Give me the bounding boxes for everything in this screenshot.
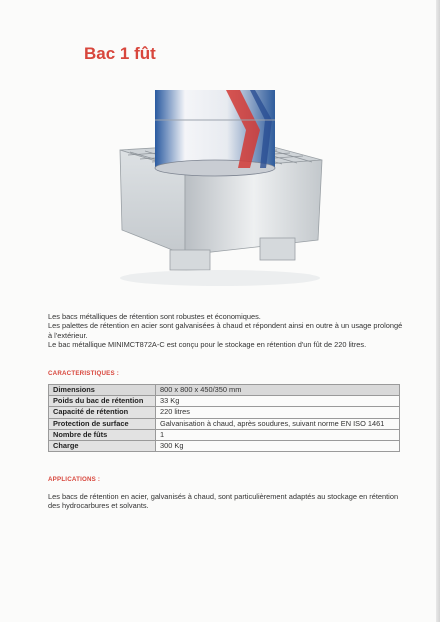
table-row: [49, 396, 400, 407]
spec-value: 220 litres: [156, 407, 400, 418]
table-row: [49, 385, 400, 396]
description-line: Le bac métallique MINIMCT872A-C est conçu pour le stockage en rétention d'un fût de 220 litres.: [48, 340, 367, 350]
spec-key: Poids du bac de rétention: [49, 396, 156, 407]
applications-heading: APPLICATIONS :: [48, 476, 101, 483]
page-title: Bac 1 fût: [84, 44, 156, 63]
spec-value: 33 Kg: [156, 396, 400, 407]
specs-table: [48, 384, 400, 452]
table-row: [49, 418, 400, 429]
spec-value: 300 Kg: [156, 440, 400, 451]
spec-key: Dimensions: [49, 385, 156, 396]
table-row: [49, 429, 400, 440]
spec-key: Charge: [49, 440, 156, 451]
page-edge: [436, 0, 440, 622]
spec-key: Capacité de rétention: [49, 407, 156, 418]
spec-value: Galvanisation à chaud, après soudures, suivant norme EN ISO 1461: [156, 418, 400, 429]
table-row: [49, 440, 400, 451]
spec-key: Protection de surface: [49, 418, 156, 429]
description-line: Les palettes de rétention en acier sont galvanisées à chaud et répondent ainsi en outre à un usage prolongé à l'extérieur.: [48, 321, 403, 340]
description: [48, 312, 408, 350]
spec-key: Nombre de fûts: [49, 429, 156, 440]
applications-text: [48, 492, 408, 511]
applications-paragraph: Les bacs de rétention en acier, galvanisés à chaud, sont particulièrement adaptés au stockage en rétention des hydrocarbures et solvants.: [48, 492, 399, 511]
spec-value: 800 x 800 x 450/350 mm: [156, 385, 400, 396]
product-photo: [100, 90, 340, 295]
description-line: Les bacs métalliques de rétention sont robustes et économiques.: [48, 312, 261, 321]
table-row: [49, 407, 400, 418]
characteristics-heading: CARACTERISTIQUES :: [48, 370, 119, 377]
spec-value: 1: [156, 429, 400, 440]
